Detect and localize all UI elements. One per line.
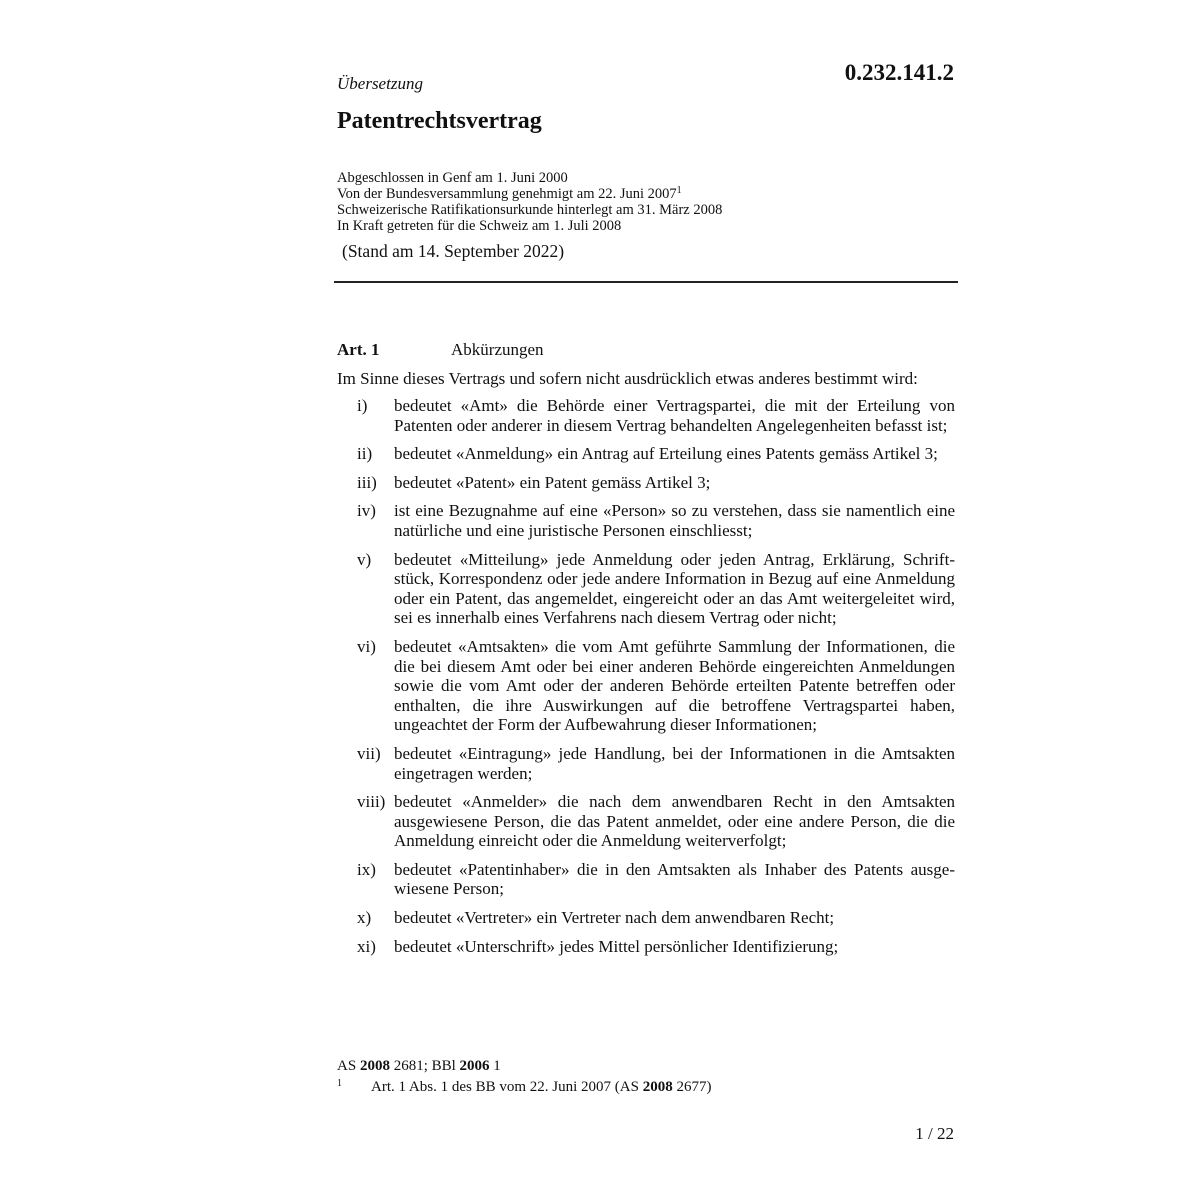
definition-label: vii) — [357, 743, 381, 763]
definition-text: ist eine Bezugnahme auf eine «Person» so zu verstehen, dass sie namentlich eine natürliche und eine juristische Personen einschliesst; — [394, 501, 955, 540]
definition-label: iii) — [357, 472, 377, 492]
article-title: Abkürzungen — [451, 340, 544, 359]
in-force-line: In Kraft getreten für die Schweiz am 1. Juli 2008 — [337, 218, 622, 234]
bbl-page: 1 — [493, 1058, 501, 1074]
definition-item — [357, 908, 955, 928]
definition-text: bedeutet «Patentinhaber» die in den Amtsakten als Inhaber des Patents ausgewiesene Person; — [394, 859, 955, 899]
approved-text: Von der Bundesversammlung genehmigt am 22. Juni 2007 — [337, 186, 677, 202]
definition-list — [357, 396, 955, 965]
definition-text: bedeutet «Vertreter» ein Vertreter nach dem anwendbaren Recht; — [394, 908, 835, 928]
definition-text: bedeutet «Amt» die Behörde einer Vertragspartei, die mit der Erteilung von Patenten oder anderer in diesem Vertrag behandelten Angelegenheiten befasst ist; — [394, 396, 955, 435]
article-heading — [337, 340, 544, 360]
article-number: Art. 1 — [337, 340, 380, 359]
definition-label: x) — [357, 908, 372, 928]
definition-text: bedeutet «Patent» ein Patent gemäss Artikel 3; — [394, 472, 711, 492]
definition-item — [357, 744, 955, 783]
footnote-1-text-b: 2677) — [676, 1079, 712, 1095]
definition-item — [357, 860, 955, 899]
definition-label: xi) — [357, 936, 376, 956]
status-date: (Stand am 14. September 2022) — [342, 241, 565, 261]
definition-item — [357, 501, 955, 540]
footnote-1-year: 2008 — [642, 1079, 673, 1095]
definition-item — [357, 396, 955, 435]
approved-line — [337, 186, 722, 202]
definition-text: bedeutet «Eintragung» jede Handlung, bei der Informationen in die Amtsakten eingetragen werden; — [394, 743, 955, 783]
translation-label: Übersetzung — [337, 74, 423, 93]
definition-text: bedeutet «Anmelder» die nach dem anwendbaren Recht in den Amtsakten ausgewiesene Person, die das Patent anmeldet, oder eine andere Person, die die Anmeldung einreicht oder die Anmeldung weiterverfolgt; — [394, 792, 955, 851]
ratification-line: Schweizerische Ratifikationsurkunde hinterlegt am 31. März 2008 — [337, 202, 723, 218]
definition-item — [357, 550, 955, 628]
article-intro: Im Sinne dieses Vertrags und sofern nicht ausdrücklich etwas anderes bestimmt wird: — [337, 369, 918, 388]
definition-item — [357, 444, 955, 464]
definition-item — [357, 792, 955, 851]
footnote-1: 1 Art. 1 Abs. 1 des BB vom 22. Juni 2007 (AS 2008 2677) — [337, 1078, 712, 1095]
footnote-1-text-a: Art. 1 Abs. 1 des BB vom 22. Juni 2007 (AS — [371, 1079, 639, 1095]
definition-label: vi) — [357, 636, 376, 656]
definition-label: i) — [357, 396, 368, 415]
page-number: 1 / 22 — [915, 1124, 954, 1143]
definition-text: bedeutet «Unterschrift» jedes Mittel persönlicher Identifizierung; — [394, 936, 839, 956]
definition-text: bedeutet «Anmeldung» ein Antrag auf Erteilung eines Patents gemäss Artikel 3; — [394, 444, 938, 464]
definition-label: v) — [357, 549, 372, 569]
definition-text: bedeutet «Mitteilung» jede Anmeldung oder jeden Antrag, Erklärung, Schriftstück, Korrespondenz oder jede andere Information in Bezug auf eine Anmeldung oder ein Patent, das angemeldet, eingereicht oder an das Amt weitergeleitet wird, sei es innerhalb eines Verfahrens nach diesem Vertrag oder nicht; — [394, 549, 955, 628]
as-prefix: AS — [337, 1058, 357, 1074]
sr-number: 0.232.141.2 — [844, 60, 954, 85]
definition-text: bedeutet «Amtsakten» die vom Amt geführte Sammlung der Informationen, die die bei diesem Amt oder bei einer anderen Behörde eingereichten Anmeldungen sowie die vom Amt oder der anderen Behörde erteilten Patente betreffen oder enthalten, die ihre Auswirkungen auf die betroffene Vertragspartei haben, ungeachtet der Form der Aufbewahrung dieser Informationen; — [394, 636, 955, 735]
footnote-reference[interactable]: 1 — [676, 185, 682, 196]
definition-item — [357, 637, 955, 735]
bbl-year: 2006 — [459, 1058, 490, 1074]
as-page: 2681; BBl — [393, 1058, 456, 1074]
definition-label: ii) — [357, 444, 373, 464]
document-title: Patentrechtsvertrag — [337, 108, 542, 134]
definition-label: ix) — [357, 859, 376, 879]
official-compilation-reference — [337, 1058, 501, 1075]
definition-label: iv) — [357, 501, 376, 521]
definition-item — [357, 473, 955, 493]
concluded-line: Abgeschlossen in Genf am 1. Juni 2000 — [337, 170, 568, 186]
definition-item — [357, 937, 955, 957]
header-divider — [334, 281, 958, 283]
as-year: 2008 — [359, 1058, 390, 1074]
definition-label: viii) — [357, 792, 386, 812]
treaty-metadata — [337, 170, 722, 234]
